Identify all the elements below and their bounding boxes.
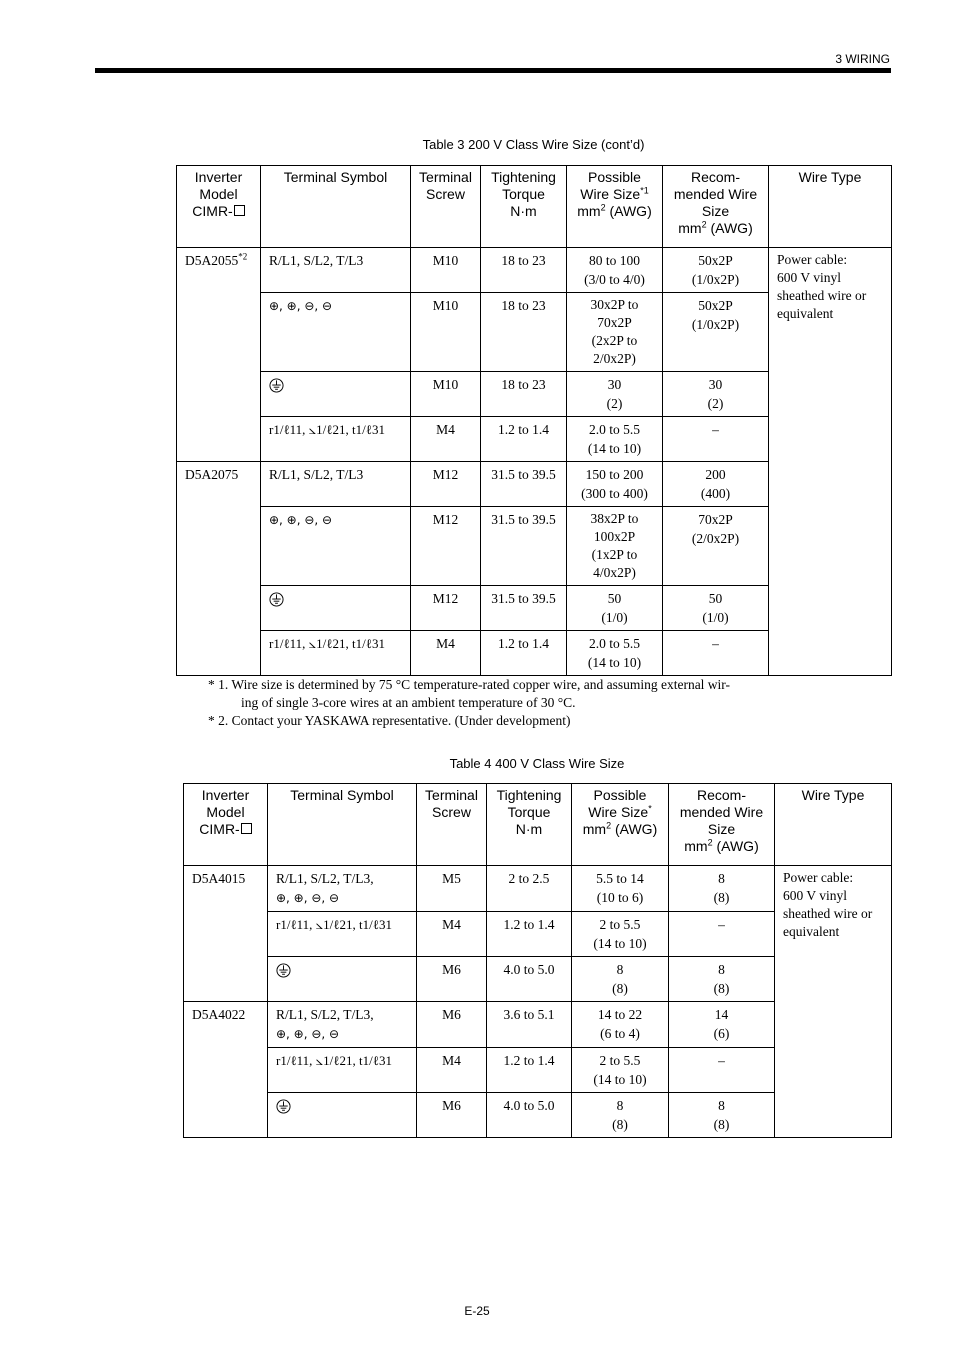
header-terminal-symbol: Terminal Symbol — [268, 784, 417, 866]
terminal-symbol-cell — [268, 957, 417, 1002]
header-terminal-screw: Terminal Screw — [411, 166, 481, 248]
header-terminal-symbol: Terminal Symbol — [261, 166, 411, 248]
possible-size-cell: 8 (8) — [572, 1093, 669, 1138]
header-model: Inverter Model CIMR- — [184, 784, 268, 866]
terminal-symbol-cell — [268, 1093, 417, 1138]
terminal-symbol-cell: R/L1, S/L2, T/L3 — [261, 248, 411, 293]
footnote-2: * 2. Contact your YASKAWA representative. (Under development) — [208, 713, 571, 728]
table3-header-row — [177, 166, 892, 248]
screw-cell: M6 — [417, 1093, 487, 1138]
ground-icon — [269, 592, 284, 607]
screw-cell: M6 — [417, 1002, 487, 1048]
screw-cell: M4 — [417, 912, 487, 957]
header-tightening-torque: Tightening Torque N·m — [481, 166, 567, 248]
recommended-size-cell: 30 (2) — [663, 372, 769, 417]
table3 — [176, 165, 892, 676]
header-recommended-wire-size: Recom- mended Wire Size $mm^2$ (AWG) — [663, 166, 769, 248]
placeholder-box-icon — [234, 205, 245, 216]
recommended-size-cell: 8 (8) — [669, 866, 775, 912]
torque-cell: 1.2 to 1.4 — [487, 1048, 572, 1093]
table4-header-row — [184, 784, 892, 866]
terminal-symbol-cell: r1/ℓ11, ⦣1/ℓ21, t1/ℓ31 — [268, 1048, 417, 1093]
possible-size-cell: 2.0 to 5.5 (14 to 10) — [567, 417, 663, 462]
terminal-symbol-cell: ⊕, ⊕, ⊖, ⊖ — [261, 293, 411, 372]
table-row — [177, 248, 892, 293]
footnotes — [208, 676, 730, 730]
terminal-symbol-cell — [261, 372, 411, 417]
screw-cell: M12 — [411, 586, 481, 631]
ground-icon — [276, 963, 291, 978]
torque-cell: 31.5 to 39.5 — [481, 586, 567, 631]
model-cell: D5A2075 — [177, 462, 261, 676]
torque-cell: 4.0 to 5.0 — [487, 957, 572, 1002]
page-number: E-25 — [464, 1304, 490, 1318]
screw-cell: M6 — [417, 957, 487, 1002]
torque-cell: 3.6 to 5.1 — [487, 1002, 572, 1048]
footnote-1: * 1. Wire size is determined by 75 °C temperature-rated copper wire, and assuming external wir- — [208, 677, 731, 692]
terminal-symbol-cell: ⊕, ⊕, ⊖, ⊖ — [261, 507, 411, 586]
model-cell: D5A4015 — [184, 866, 268, 1002]
model-cell: D5A2055$^{*2}$ — [177, 248, 261, 462]
screw-cell: M12 — [411, 462, 481, 507]
possible-size-cell: 5.5 to 14 (10 to 6) — [572, 866, 669, 912]
possible-size-cell: 2 to 5.5 (14 to 10) — [572, 1048, 669, 1093]
terminal-symbol-cell: R/L1, S/L2, T/L3, ⊕, ⊕, ⊖, ⊖ — [268, 866, 417, 912]
possible-size-cell: 30 (2) — [567, 372, 663, 417]
torque-cell: 2 to 2.5 — [487, 866, 572, 912]
table3-caption: Table 3 200 V Class Wire Size (cont’d) — [422, 137, 645, 152]
table-row — [184, 866, 892, 912]
recommended-size-cell: – — [663, 417, 769, 462]
torque-cell: 18 to 23 — [481, 372, 567, 417]
terminal-symbol-cell: r1/ℓ11, ⦣1/ℓ21, t1/ℓ31 — [268, 912, 417, 957]
recommended-size-cell: – — [663, 631, 769, 676]
recommended-size-cell: 8 (8) — [669, 957, 775, 1002]
ground-icon — [276, 1099, 291, 1114]
terminal-symbol-cell: r1/ℓ11, ⦣1/ℓ21, t1/ℓ31 — [261, 631, 411, 676]
ground-icon — [269, 378, 284, 393]
recommended-size-cell: – — [669, 1048, 775, 1093]
possible-size-cell: 80 to 100 (3/0 to 4/0) — [567, 248, 663, 293]
header-tightening-torque: Tightening Torque N·m — [487, 784, 572, 866]
header-possible-wire-size: Possible Wire Size$^{*1}$ $mm^2$ (AWG) — [567, 166, 663, 248]
terminal-symbol-cell — [261, 586, 411, 631]
header-terminal-screw: Terminal Screw — [417, 784, 487, 866]
possible-size-cell: 50 (1/0) — [567, 586, 663, 631]
torque-cell: 4.0 to 5.0 — [487, 1093, 572, 1138]
section-header: 3 WIRING — [835, 52, 890, 66]
torque-cell: 18 to 23 — [481, 248, 567, 293]
placeholder-box-icon — [241, 823, 252, 834]
recommended-size-cell: 50x2P (1/0x2P) — [663, 293, 769, 372]
recommended-size-cell: 50 (1/0) — [663, 586, 769, 631]
screw-cell: M10 — [411, 248, 481, 293]
table4 — [183, 783, 892, 1138]
recommended-size-cell: 50x2P (1/0x2P) — [663, 248, 769, 293]
wire-type-cell: Power cable: 600 V vinyl sheathed wire or equivalent — [775, 866, 892, 1138]
recommended-size-cell: 200 (400) — [663, 462, 769, 507]
terminal-symbol-cell: R/L1, S/L2, T/L3 — [261, 462, 411, 507]
recommended-size-cell: 70x2P (2/0x2P) — [663, 507, 769, 586]
possible-size-cell: 2.0 to 5.5 (14 to 10) — [567, 631, 663, 676]
model-cell: D5A4022 — [184, 1002, 268, 1138]
torque-cell: 1.2 to 1.4 — [481, 417, 567, 462]
screw-cell: M4 — [411, 631, 481, 676]
table4-caption: Table 4 400 V Class Wire Size — [449, 756, 625, 771]
possible-size-cell: 150 to 200 (300 to 400) — [567, 462, 663, 507]
screw-cell: M10 — [411, 372, 481, 417]
possible-size-cell: 38x2P to 100x2P (1x2P to 4/0x2P) — [567, 507, 663, 586]
recommended-size-cell: – — [669, 912, 775, 957]
terminal-symbol-cell: r1/ℓ11, ⦣1/ℓ21, t1/ℓ31 — [261, 417, 411, 462]
screw-cell: M4 — [417, 1048, 487, 1093]
torque-cell: 31.5 to 39.5 — [481, 507, 567, 586]
recommended-size-cell: 14 (6) — [669, 1002, 775, 1048]
torque-cell: 1.2 to 1.4 — [487, 912, 572, 957]
screw-cell: M10 — [411, 293, 481, 372]
wire-type-cell: Power cable: 600 V vinyl sheathed wire or equivalent — [769, 248, 892, 676]
recommended-size-cell: 8 (8) — [669, 1093, 775, 1138]
possible-size-cell: 14 to 22 (6 to 4) — [572, 1002, 669, 1048]
header-model: Inverter Model CIMR- — [177, 166, 261, 248]
possible-size-cell: 30x2P to 70x2P (2x2P to 2/0x2P) — [567, 293, 663, 372]
torque-cell: 1.2 to 1.4 — [481, 631, 567, 676]
screw-cell: M12 — [411, 507, 481, 586]
possible-size-cell: 8 (8) — [572, 957, 669, 1002]
header-recommended-wire-size: Recom- mended Wire Size $mm^2$ (AWG) — [669, 784, 775, 866]
header-wire-type: Wire Type — [775, 784, 892, 866]
screw-cell: M5 — [417, 866, 487, 912]
header-wire-type: Wire Type — [769, 166, 892, 248]
terminal-symbol-cell: R/L1, S/L2, T/L3, ⊕, ⊕, ⊖, ⊖ — [268, 1002, 417, 1048]
possible-size-cell: 2 to 5.5 (14 to 10) — [572, 912, 669, 957]
torque-cell: 31.5 to 39.5 — [481, 462, 567, 507]
header-rule — [95, 68, 891, 73]
footnote-1-continued: ing of single 3-core wires at an ambient temperature of 30 °C. — [241, 695, 576, 710]
header-possible-wire-size: Possible Wire Size* $mm^2$ (AWG) — [572, 784, 669, 866]
torque-cell: 18 to 23 — [481, 293, 567, 372]
screw-cell: M4 — [411, 417, 481, 462]
